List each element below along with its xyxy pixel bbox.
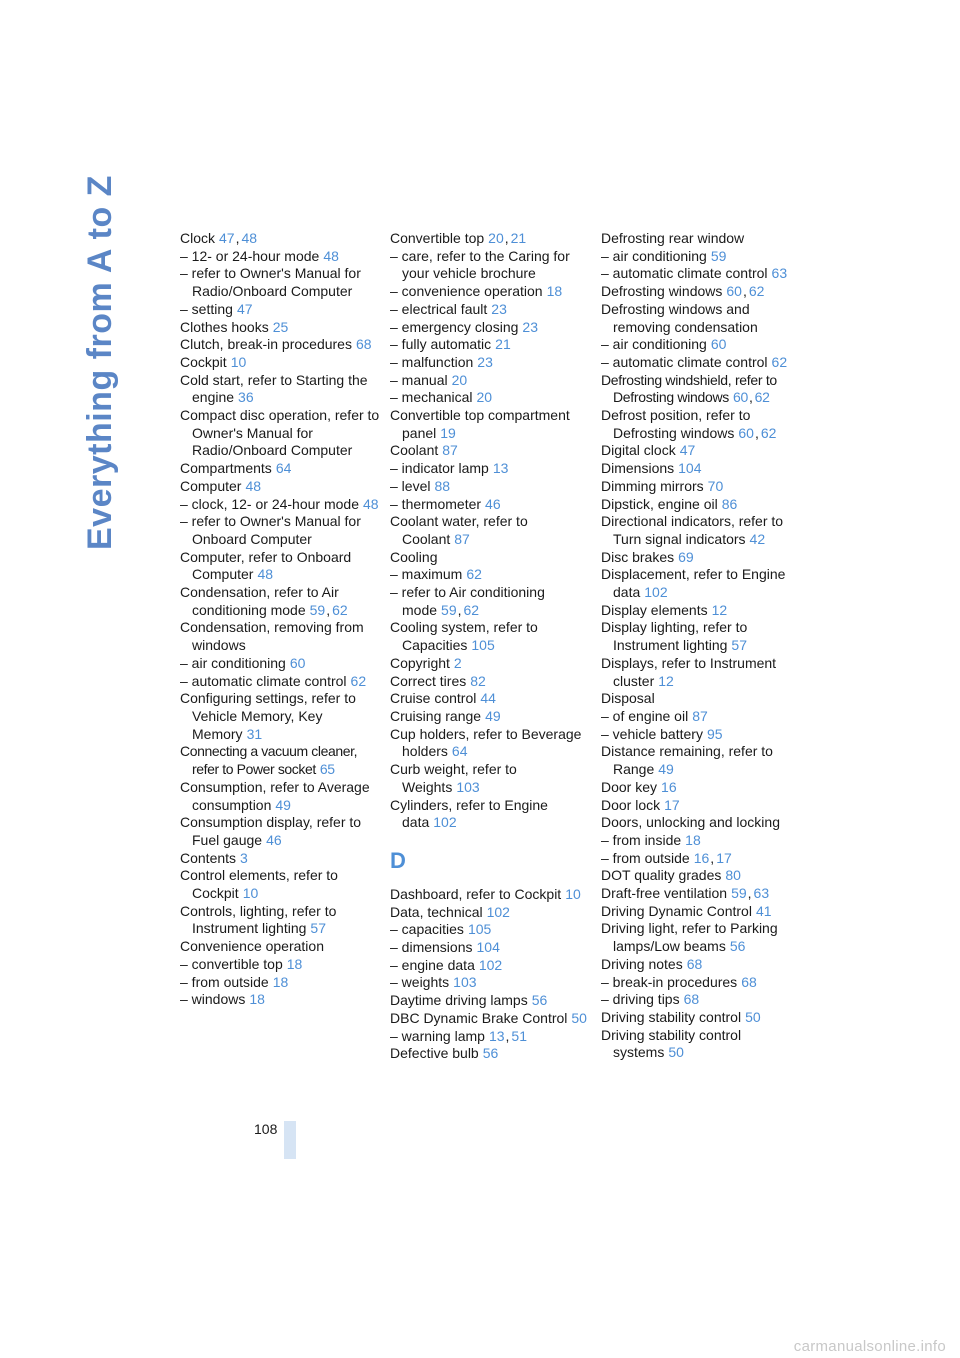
page-link[interactable]: 68 xyxy=(683,991,700,1008)
page-link[interactable]: 31 xyxy=(246,725,263,742)
index-entry: Defrosting rear window xyxy=(601,230,745,246)
index-entry: – automatic climate control 62 xyxy=(601,353,788,370)
index-entry: Defective bulb 56 xyxy=(390,1045,499,1062)
index-entry: Driving Dynamic Control 41 xyxy=(601,902,772,919)
index-entry: Clothes hooks 25 xyxy=(180,318,289,335)
page-link[interactable]: 20 xyxy=(476,389,493,406)
index-entry: – automatic climate control 63 xyxy=(601,265,788,282)
index-entry: Dipstick, engine oil 86 xyxy=(601,495,738,512)
index-entry: Clock 47, 48 xyxy=(180,230,258,246)
index-entry: – air conditioning 59 xyxy=(601,247,727,264)
index-entry: Cylinders, refer to Engine data 102 xyxy=(390,796,548,831)
page-link[interactable]: 23 xyxy=(522,318,538,335)
page-link[interactable]: 63 xyxy=(753,885,770,902)
page-link[interactable]: 20 xyxy=(451,371,468,388)
index-entry: Driving stability control 50 xyxy=(601,1008,761,1025)
index-entry: – mechanical 20 xyxy=(390,389,493,406)
page-link[interactable]: 12 xyxy=(658,672,674,689)
index-entry: – warning lamp 13, 51 xyxy=(390,1027,527,1044)
index-entry: – electrical fault 23 xyxy=(390,300,507,317)
index-entry: – indicator lamp 13 xyxy=(390,460,509,477)
index-entry: Correct tires 82 xyxy=(390,672,486,689)
index-entry: Convertible top 20, 21 xyxy=(390,230,527,246)
section-side-title: Everything from A to Z xyxy=(81,175,119,550)
page-link[interactable]: 60 xyxy=(289,654,306,671)
index-entry: Driving light, refer to Parking lamps/Low beams 56 xyxy=(601,920,778,955)
page-link[interactable]: 69 xyxy=(678,548,694,565)
page-link[interactable]: 49 xyxy=(485,707,501,724)
page-link[interactable]: 18 xyxy=(286,955,303,972)
index-entry: – care, refer to the Caring for your vehicle brochure xyxy=(390,247,570,282)
index-entry: Coolant water, refer to Coolant 87 xyxy=(390,513,528,547)
section-letter-heading: D xyxy=(390,847,406,873)
page-link[interactable]: 16 xyxy=(661,778,677,795)
index-entry: Convenience operation xyxy=(180,938,324,955)
index-entry: Copyright 2 xyxy=(390,654,462,671)
page-link[interactable]: 64 xyxy=(275,460,292,477)
page-link[interactable]: 50 xyxy=(745,1008,761,1025)
index-entry: Compartments 64 xyxy=(180,460,292,477)
page-link[interactable]: 87 xyxy=(454,530,470,547)
index-entry: Defrosting windows and removing condensation xyxy=(601,300,758,335)
page-link[interactable]: 63 xyxy=(771,265,788,282)
index-entry: Disc brakes 69 xyxy=(601,548,694,565)
page-link[interactable]: 62 xyxy=(466,566,482,583)
index-entry: Dashboard, refer to Cockpit 10 xyxy=(390,885,581,902)
page-link[interactable]: 104 xyxy=(678,460,702,477)
page-link[interactable]: 103 xyxy=(456,778,480,795)
index-entry: Cruise control 44 xyxy=(390,690,496,707)
index-entry: Data, technical 102 xyxy=(390,903,510,920)
page-link[interactable]: 62 xyxy=(754,389,770,406)
index-entry: – convenience operation 18 xyxy=(390,283,563,300)
index-entry: – thermometer 46 xyxy=(390,495,501,512)
index-entry: Condensation, refer to Air conditioning mode 59, 62 xyxy=(180,584,348,618)
index-entry: Defrost position, refer to Defrosting windows 60, 62 xyxy=(601,407,777,441)
page-link[interactable]: 87 xyxy=(692,707,708,724)
page-link[interactable]: 102 xyxy=(486,903,510,920)
page-link[interactable]: 18 xyxy=(272,973,289,990)
index-column-3 xyxy=(601,230,801,1062)
page-link[interactable]: 49 xyxy=(275,796,291,813)
page-link[interactable]: 41 xyxy=(755,902,772,919)
index-entry: Displacement, refer to Engine data 102 xyxy=(601,566,786,601)
page-link[interactable]: 17 xyxy=(664,796,680,813)
page-link[interactable]: 47 xyxy=(219,230,235,246)
index-entry: Computer 48 xyxy=(180,477,262,494)
page-link[interactable]: 59 xyxy=(731,885,747,902)
index-entry: Control elements, refer to Cockpit 10 xyxy=(180,867,338,902)
page-link[interactable]: 25 xyxy=(272,318,289,335)
index-entry: – setting 47 xyxy=(180,300,253,317)
index-entry: – level 88 xyxy=(390,477,451,494)
page-link[interactable]: 70 xyxy=(707,477,724,494)
page-link[interactable]: 51 xyxy=(511,1027,527,1044)
page-link[interactable]: 60 xyxy=(710,336,727,353)
index-entry: Cold start, refer to Starting the engine 36 xyxy=(180,371,368,406)
page-link[interactable]: 46 xyxy=(485,495,501,512)
page-link[interactable]: 62 xyxy=(748,283,765,300)
page-link[interactable]: 62 xyxy=(463,601,480,618)
index-entry: Displays, refer to Instrument cluster 12 xyxy=(601,654,777,689)
index-entry: – 12- or 24-hour mode 48 xyxy=(180,247,339,264)
index-entry: – weights 103 xyxy=(390,974,477,991)
page-link[interactable]: 21 xyxy=(495,336,511,353)
index-entry: – dimensions 104 xyxy=(390,939,500,956)
index-entry: – capacities 105 xyxy=(390,921,492,938)
index-entry: – fully automatic 21 xyxy=(390,336,511,353)
page-link[interactable]: 48 xyxy=(257,566,274,583)
page-link[interactable]: 48 xyxy=(362,495,379,512)
index-entry: Defrosting windows 60, 62 xyxy=(601,283,765,300)
page-link[interactable]: 47 xyxy=(236,300,253,317)
page-link[interactable]: 56 xyxy=(482,1045,499,1062)
page-link[interactable]: 103 xyxy=(453,974,477,991)
page-link[interactable]: 88 xyxy=(434,477,451,494)
index-entry: Doors, unlocking and locking xyxy=(601,814,780,831)
page-link[interactable]: 57 xyxy=(731,637,747,654)
page-link[interactable]: 13 xyxy=(492,460,509,477)
index-entry: Door lock 17 xyxy=(601,796,680,813)
page-link[interactable]: 65 xyxy=(319,761,335,778)
index-entry: – automatic climate control 62 xyxy=(180,672,367,689)
page-link[interactable]: 62 xyxy=(771,353,788,370)
page-link[interactable]: 59 xyxy=(309,601,326,618)
page-link[interactable]: 16 xyxy=(693,849,710,866)
page-link[interactable]: 13 xyxy=(488,1027,505,1044)
index-entry: – from outside 16, 17 xyxy=(601,849,732,866)
page-number: 108 xyxy=(254,1121,278,1137)
page-link[interactable]: 102 xyxy=(644,584,668,601)
page-link[interactable]: 95 xyxy=(706,725,723,742)
page-link[interactable]: 10 xyxy=(230,353,247,370)
page-link[interactable]: 2 xyxy=(453,654,462,671)
index-entry: Directional indicators, refer to Turn signal indicators 42 xyxy=(601,513,784,547)
page-link[interactable]: 19 xyxy=(440,424,456,441)
page-link[interactable]: 57 xyxy=(310,920,326,937)
page-link[interactable]: 23 xyxy=(477,353,493,370)
page-link[interactable]: 23 xyxy=(491,300,507,317)
page-link[interactable]: 68 xyxy=(686,955,703,972)
index-entry: Disposal xyxy=(601,690,655,707)
index-entry: Consumption, refer to Average consumption 49 xyxy=(180,778,370,813)
index-entry: DOT quality grades 80 xyxy=(601,867,741,884)
page-link[interactable]: 68 xyxy=(355,336,372,353)
index-entry: Cooling system, refer to Capacities 105 xyxy=(390,619,538,654)
index-entry: – maximum 62 xyxy=(390,566,482,583)
index-entry: – engine data 102 xyxy=(390,956,503,973)
page-link[interactable]: 18 xyxy=(249,991,265,1008)
index-entry: – clock, 12- or 24-hour mode 48 xyxy=(180,495,379,512)
index-entry: Digital clock 47 xyxy=(601,442,696,459)
page-link[interactable]: 48 xyxy=(323,247,339,264)
index-entry: Coolant 87 xyxy=(390,442,458,459)
page-link[interactable]: 46 xyxy=(266,831,282,848)
page-link[interactable]: 87 xyxy=(442,442,458,459)
index-entry: – driving tips 68 xyxy=(601,991,700,1008)
page-link[interactable]: 17 xyxy=(716,849,732,866)
page-link[interactable]: 60 xyxy=(733,389,748,406)
page-link[interactable]: 59 xyxy=(710,247,727,264)
index-entry: – from inside 18 xyxy=(601,831,701,848)
page-link[interactable]: 62 xyxy=(350,672,367,689)
index-entry: Computer, refer to Onboard Computer 48 xyxy=(180,548,352,583)
index-entry: – manual 20 xyxy=(390,371,468,388)
index-entry: – refer to Air conditioning mode 59, 62 xyxy=(390,584,545,618)
page-link[interactable]: 47 xyxy=(679,442,696,459)
page-link[interactable]: 10 xyxy=(565,885,581,902)
page-link[interactable]: 102 xyxy=(478,956,503,973)
index-entry: – emergency closing 23 xyxy=(390,318,538,335)
page-link[interactable]: 10 xyxy=(242,885,259,902)
page-link[interactable]: 64 xyxy=(451,743,468,760)
page-link[interactable]: 105 xyxy=(471,637,495,654)
index-entry: – break-in procedures 68 xyxy=(601,973,757,990)
index-entry: Clutch, break-in procedures 68 xyxy=(180,336,372,353)
index-entry: – air conditioning 60 xyxy=(601,336,727,353)
page-link[interactable]: 3 xyxy=(240,849,248,866)
index-entry: – refer to Owner's Manual for Onboard Computer xyxy=(180,513,361,547)
page-link[interactable]: 42 xyxy=(749,530,766,547)
index-entry: Condensation, removing from windows xyxy=(180,619,364,654)
index-entry: – windows 18 xyxy=(180,991,265,1008)
page-link[interactable]: 56 xyxy=(531,992,548,1009)
index-entry: Configuring settings, refer to Vehicle Memory, Key Memory 31 xyxy=(180,690,356,742)
page-link[interactable]: 48 xyxy=(241,230,258,246)
index-entry: – refer to Owner's Manual for Radio/Onboard Computer xyxy=(180,265,361,300)
index-entry: Controls, lighting, refer to Instrument lighting 57 xyxy=(180,902,337,937)
page-link[interactable]: 20 xyxy=(488,230,504,246)
index-entry: Door key 16 xyxy=(601,778,677,795)
index-column-2 xyxy=(390,230,590,1063)
index-entry: Cockpit 10 xyxy=(180,353,247,370)
page-link[interactable]: 44 xyxy=(480,690,496,707)
page-link[interactable]: 68 xyxy=(741,973,757,990)
page-link[interactable]: 49 xyxy=(658,761,674,778)
index-entry: Defrosting windshield, refer to Defrosting windows 60, 62 xyxy=(601,371,777,406)
index-column-1 xyxy=(180,230,380,1009)
page-link[interactable]: 48 xyxy=(245,477,262,494)
index-entry: – malfunction 23 xyxy=(390,353,493,370)
index-entry: Curb weight, refer to Weights 103 xyxy=(390,761,517,795)
page-link[interactable]: 50 xyxy=(571,1009,587,1026)
page-link[interactable]: 21 xyxy=(510,230,527,246)
watermark: carmanualsonline.info xyxy=(793,1338,946,1355)
index-entry: Connecting a vacuum cleaner, refer to Power socket 65 xyxy=(180,743,358,778)
page-link[interactable]: 50 xyxy=(668,1044,684,1061)
page-link[interactable]: 80 xyxy=(725,867,741,884)
page-link[interactable]: 82 xyxy=(470,672,486,689)
index-entry: Convertible top compartment panel 19 xyxy=(390,407,570,441)
page-link[interactable]: 12 xyxy=(711,601,728,618)
page-link[interactable]: 86 xyxy=(721,495,738,512)
page-link[interactable]: 62 xyxy=(760,424,777,441)
page-link[interactable]: 18 xyxy=(546,283,563,300)
index-entry: Cooling xyxy=(390,548,438,565)
index-entry: Display elements 12 xyxy=(601,601,728,618)
page-link[interactable]: 105 xyxy=(467,921,492,938)
index-entry: Dimming mirrors 70 xyxy=(601,477,724,494)
index-entry: Daytime driving lamps 56 xyxy=(390,992,548,1009)
index-entry: – air conditioning 60 xyxy=(180,654,306,671)
index-entry: Display lighting, refer to Instrument lighting 57 xyxy=(601,619,748,654)
index-entry: – convertible top 18 xyxy=(180,955,303,972)
index-entry: Draft-free ventilation 59, 63 xyxy=(601,885,770,902)
index-entry: Compact disc operation, refer to Owner's Manual for Radio/Onboard Computer xyxy=(180,407,380,459)
page-link[interactable]: 56 xyxy=(729,938,746,955)
page-link[interactable]: 60 xyxy=(726,283,742,300)
index-entry: Driving notes 68 xyxy=(601,955,703,972)
index-entry: Driving stability control systems 50 xyxy=(601,1026,742,1061)
page-link[interactable]: 62 xyxy=(332,601,348,618)
index-entry: DBC Dynamic Brake Control 50 xyxy=(390,1009,587,1026)
index-entry: Consumption display, refer to Fuel gauge 46 xyxy=(180,814,362,848)
page-link[interactable]: 104 xyxy=(476,939,500,956)
index-entry: Dimensions 104 xyxy=(601,460,702,477)
index-entry: Cup holders, refer to Beverage holders 64 xyxy=(390,725,582,760)
page-link[interactable]: 60 xyxy=(738,424,754,441)
page-link[interactable]: 59 xyxy=(441,601,457,618)
index-entry: Contents 3 xyxy=(180,849,248,866)
page-link[interactable]: 102 xyxy=(433,814,457,831)
index-entry: Cruising range 49 xyxy=(390,707,501,724)
page-link[interactable]: 18 xyxy=(685,831,701,848)
index-entry: – of engine oil 87 xyxy=(601,707,708,724)
index-entry: Distance remaining, refer to Range 49 xyxy=(601,743,773,778)
page-marker-bar xyxy=(284,1121,296,1159)
page-link[interactable]: 36 xyxy=(238,389,254,406)
index-entry: – vehicle battery 95 xyxy=(601,725,723,742)
index-entry: – from outside 18 xyxy=(180,973,289,990)
